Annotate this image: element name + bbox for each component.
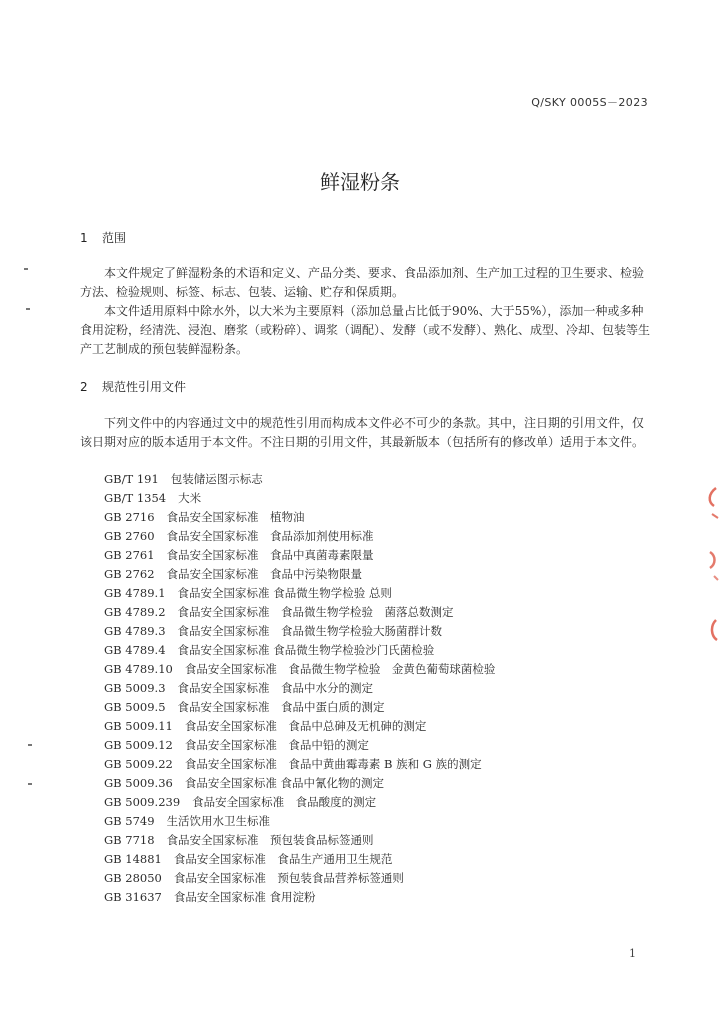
reference-title: 食品安全国家标准 食品中污染物限量 [166, 567, 363, 581]
reference-code: GB 5009.3 [104, 681, 166, 695]
scan-speck [28, 783, 32, 785]
reference-code: GB 5009.36 [104, 776, 173, 790]
section-heading-references [80, 378, 186, 395]
reference-item [104, 679, 495, 698]
section-heading-scope [80, 229, 126, 246]
reference-title: 食品安全国家标准 食品微生物学检验 菌落总数测定 [177, 605, 454, 619]
reference-list [104, 470, 495, 907]
reference-item [104, 660, 495, 679]
reference-code: GB 5749 [104, 814, 155, 828]
stamp-fragment [702, 480, 720, 660]
scan-speck [28, 744, 32, 746]
reference-title: 食品安全国家标准 食品微生物学检验沙门氏菌检验 [177, 643, 435, 657]
reference-code: GB 4789.1 [104, 586, 166, 600]
reference-title: 食品安全国家标准 食品中蛋白质的测定 [177, 700, 385, 714]
page-number: 1 [629, 947, 636, 960]
reference-code: GB 2760 [104, 529, 155, 543]
reference-item [104, 622, 495, 641]
reference-title: 食品安全国家标准 食品中氰化物的测定 [184, 776, 385, 790]
reference-item [104, 736, 495, 755]
scope-paragraph-1: 本文件规定了鲜湿粉条的术语和定义、产品分类、要求、食品添加剂、生产加工过程的卫生要求、检验方法、检验规则、标签、标志、包装、运输、贮存和保质期。 [80, 266, 645, 299]
reference-code: GB 2762 [104, 567, 155, 581]
reference-item [104, 812, 495, 831]
scan-speck [24, 268, 28, 270]
reference-title: 食品安全国家标准 食品中水分的测定 [177, 681, 374, 695]
reference-title: 食品安全国家标准 食品添加剂使用标准 [166, 529, 374, 543]
reference-item [104, 641, 495, 660]
reference-code: GB 14881 [104, 852, 162, 866]
reference-item [104, 888, 495, 907]
reference-item [104, 546, 495, 565]
reference-title: 食品安全国家标准 食品酸度的测定 [192, 795, 377, 809]
reference-code: GB 5009.12 [104, 738, 173, 752]
reference-title: 食品安全国家标准 食品中总砷及无机砷的测定 [184, 719, 427, 733]
reference-code: GB 4789.3 [104, 624, 166, 638]
reference-item [104, 869, 495, 888]
reference-title: 食品安全国家标准 食品中铅的测定 [184, 738, 369, 752]
reference-title: 食品安全国家标准 食品生产通用卫生规范 [173, 852, 393, 866]
document-title: 鲜湿粉条 [320, 170, 400, 194]
reference-code: GB 4789.10 [104, 662, 173, 676]
section-number: 2 [80, 380, 88, 394]
reference-item [104, 698, 495, 717]
reference-item [104, 584, 495, 603]
reference-title: 大米 [178, 491, 202, 505]
reference-code: GB 5009.239 [104, 795, 181, 809]
reference-code: GB 7718 [104, 833, 155, 847]
reference-item [104, 565, 495, 584]
reference-code: GB 2716 [104, 510, 155, 524]
reference-item [104, 470, 495, 489]
reference-item [104, 508, 495, 527]
reference-item [104, 717, 495, 736]
reference-code: GB 5009.22 [104, 757, 173, 771]
section-title: 范围 [102, 231, 127, 245]
reference-item [104, 755, 495, 774]
reference-title: 食品安全国家标准 食用淀粉 [173, 890, 316, 904]
reference-item [104, 603, 495, 622]
reference-title: 食品安全国家标准 食品微生物学检验 金黄色葡萄球菌检验 [184, 662, 496, 676]
reference-item [104, 850, 495, 869]
reference-item [104, 489, 495, 508]
reference-title: 生活饮用水卫生标准 [166, 814, 271, 828]
reference-code: GB 4789.4 [104, 643, 166, 657]
document-number: Q/SKY 0005S－2023 [531, 96, 648, 109]
reference-title: 包装储运图示标志 [170, 472, 263, 486]
reference-item [104, 831, 495, 850]
reference-code: GB 28050 [104, 871, 162, 885]
reference-item [104, 774, 495, 793]
reference-title: 食品安全国家标准 食品中黄曲霉毒素 B 族和 G 族的测定 [184, 757, 482, 771]
reference-item [104, 527, 495, 546]
scan-speck [26, 308, 30, 310]
scope-paragraph-2: 本文件适用原料中除水外，以大米为主要原料（添加总量占比低于90%、大于55%），添加一种或多种食用淀粉，经清洗、浸泡、磨浆（或粉碎）、调浆（调配）、发酵（或不发酵）、熟化、成型、冷却、包装等生产工艺制成的预包装鲜湿粉条。 [80, 304, 651, 356]
reference-title: 食品安全国家标准 食品中真菌毒素限量 [166, 548, 374, 562]
reference-code: GB 2761 [104, 548, 155, 562]
reference-title: 食品安全国家标准 食品微生物学检验大肠菌群计数 [177, 624, 443, 638]
reference-code: GB 31637 [104, 890, 162, 904]
reference-title: 食品安全国家标准 预包装食品营养标签通则 [173, 871, 404, 885]
references-intro: 下列文件中的内容通过文中的规范性引用而构成本文件必不可少的条款。其中，注日期的引用文件，仅该日期对应的版本适用于本文件。不注日期的引用文件，其最新版本（包括所有的修改单）适用于本文件。 [80, 416, 645, 449]
reference-code: GB 5009.11 [104, 719, 173, 733]
reference-code: GB 4789.2 [104, 605, 166, 619]
section-number: 1 [80, 231, 88, 245]
reference-code: GB/T 1354 [104, 491, 167, 505]
reference-title: 食品安全国家标准 食品微生物学检验 总则 [177, 586, 392, 600]
reference-item [104, 793, 495, 812]
reference-code: GB 5009.5 [104, 700, 166, 714]
section-title: 规范性引用文件 [102, 380, 187, 394]
reference-title: 食品安全国家标准 植物油 [166, 510, 305, 524]
reference-code: GB/T 191 [104, 472, 159, 486]
reference-title: 食品安全国家标准 预包装食品标签通则 [166, 833, 374, 847]
